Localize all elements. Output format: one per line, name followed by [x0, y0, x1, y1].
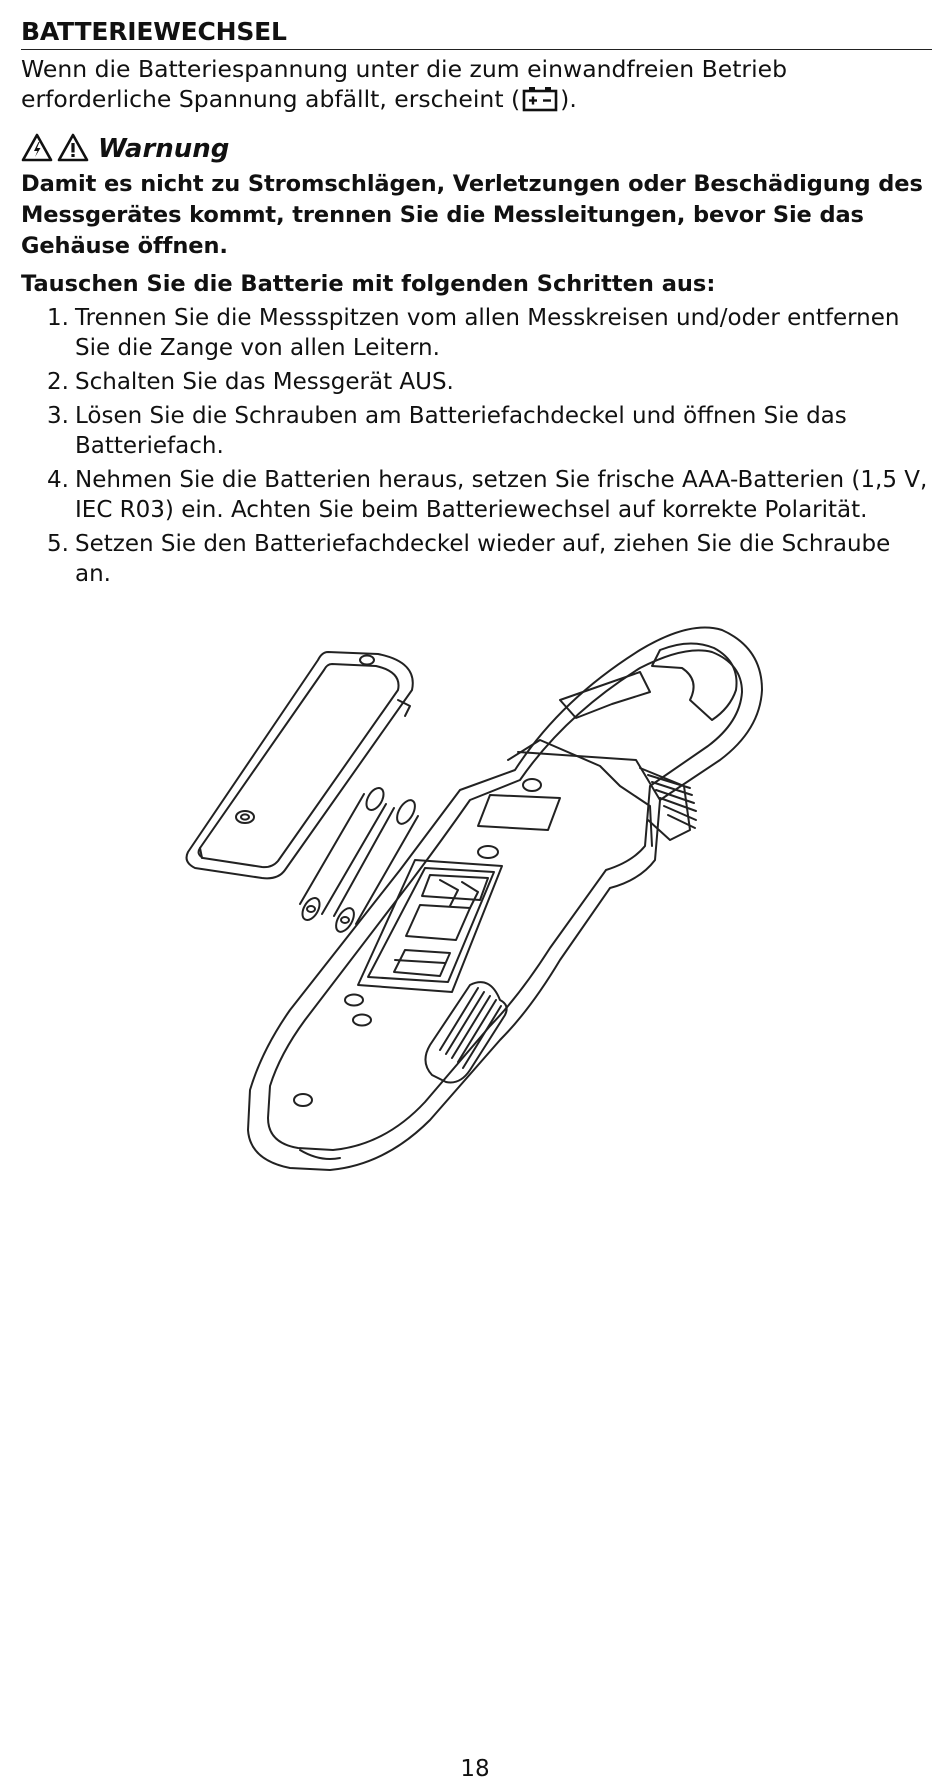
clamp-meter-battery-replacement-illustration — [180, 622, 780, 1186]
steps-list — [21, 303, 932, 589]
page-number: 18 — [460, 1756, 490, 1782]
clamp-meter-body — [248, 628, 762, 1171]
warning-title: Warnung — [98, 134, 230, 164]
intro-text-after: ). — [560, 85, 577, 113]
step-text: Lösen Sie die Schrauben am Batteriefachdeckel und öffnen Sie das Batteriefach. — [75, 403, 847, 459]
step-number: 3. — [47, 403, 69, 429]
battery-symbol-icon — [522, 86, 558, 119]
intro-paragraph — [21, 54, 932, 119]
warning-text: Damit es nicht zu Stromschlägen, Verletzungen oder Beschädigung des Messgerätes kommt, trennen Sie die Messleitungen, bevor Sie das Gehäuse öffnen. — [21, 171, 923, 259]
list-item — [21, 303, 932, 363]
step-number: 4. — [47, 467, 69, 493]
step-text: Trennen Sie die Messspitzen vom allen Messkreisen und/oder entfernen Sie die Zange von allen Leitern. — [75, 305, 900, 361]
step-text: Setzen Sie den Batteriefachdeckel wieder auf, ziehen Sie die Schraube an. — [75, 531, 891, 587]
caution-warning-icon — [57, 133, 89, 166]
step-text: Nehmen Sie die Batterien heraus, setzen Sie frische AAA-Batterien (1,5 V, IEC R03) ein. Achten Sie beim Batteriewechsel auf korrekte Polarität. — [75, 467, 928, 523]
steps-heading: Tauschen Sie die Batterie mit folgenden Schritten aus: — [21, 271, 716, 297]
list-item — [21, 367, 932, 397]
section-title: BATTERIEWECHSEL — [21, 16, 932, 50]
list-item — [21, 465, 932, 525]
electric-shock-warning-icon — [21, 133, 53, 166]
list-item — [21, 529, 932, 589]
list-item — [21, 401, 932, 461]
step-number: 2. — [47, 369, 69, 395]
warning-header — [21, 131, 932, 167]
step-number: 5. — [47, 531, 69, 557]
step-text: Schalten Sie das Messgerät AUS. — [75, 369, 454, 395]
aaa-batteries — [299, 785, 419, 935]
intro-text-before: Wenn die Batteriespannung unter die zum einwandfreien Betrieb erforderliche Spannung abfällt, erscheint ( — [21, 55, 787, 113]
battery-cover — [187, 652, 413, 878]
manual-page — [21, 16, 932, 589]
step-number: 1. — [47, 305, 69, 331]
